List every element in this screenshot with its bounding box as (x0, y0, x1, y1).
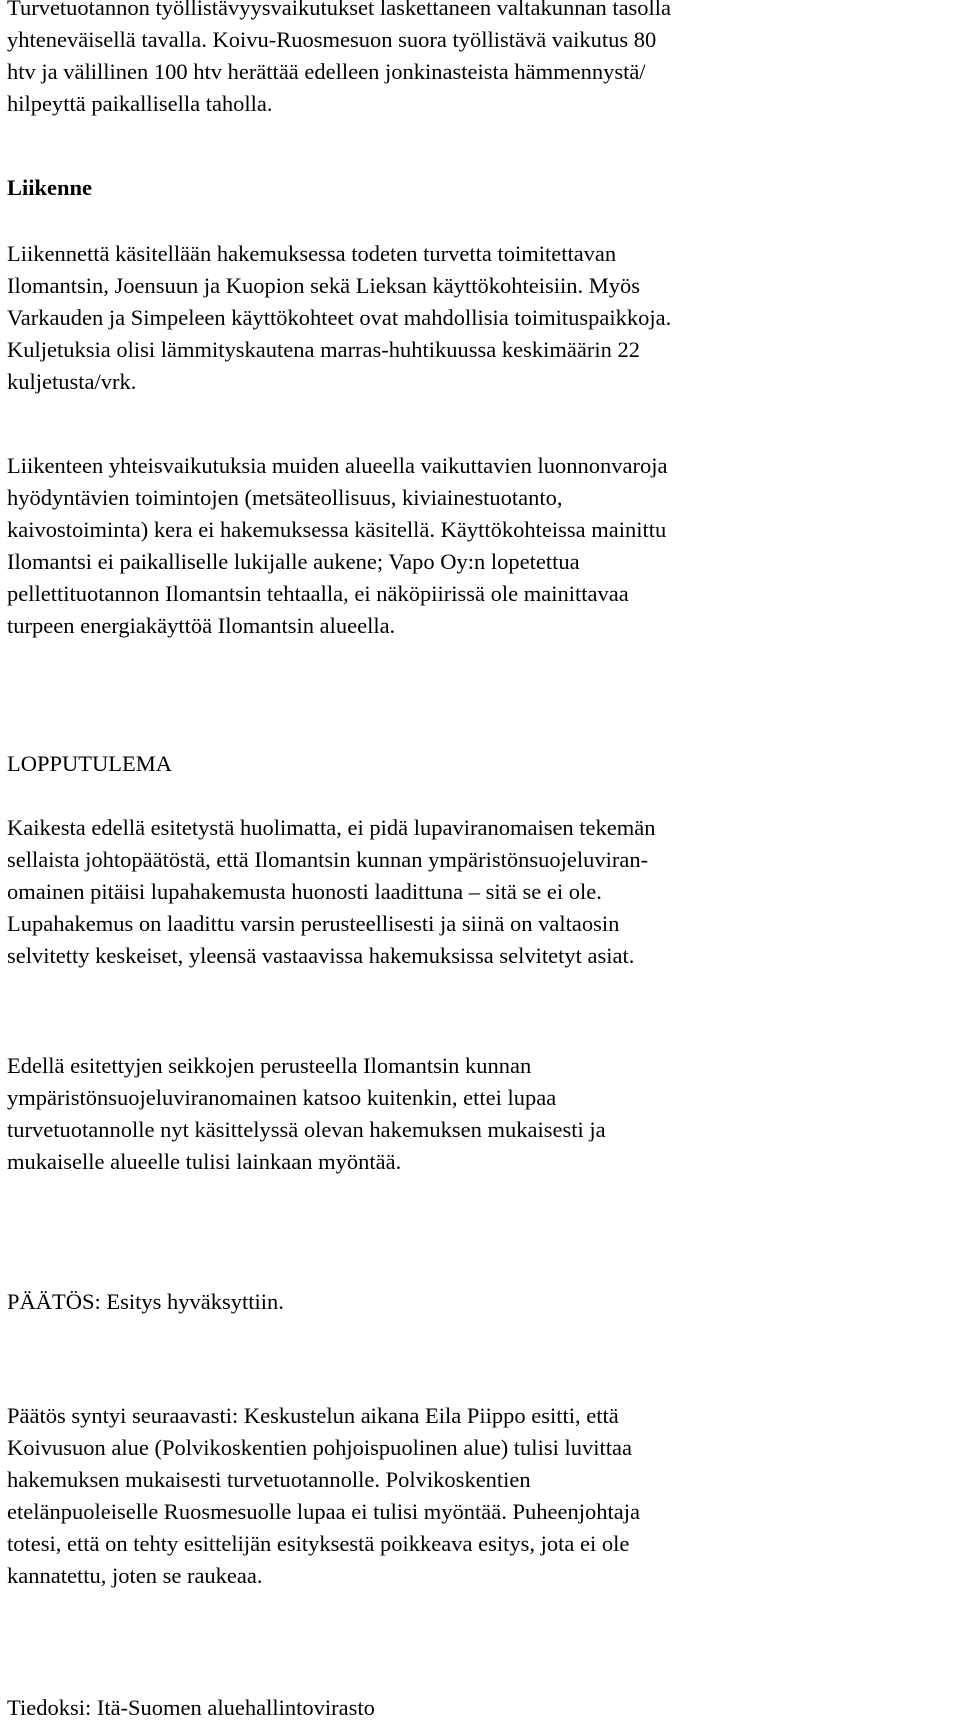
text-line: turpeen energiakäyttöä Ilomantsin alueella. (7, 613, 396, 638)
text-line: kannatettu, joten se raukeaa. (7, 1563, 263, 1588)
traffic-paragraph-2 (7, 450, 957, 642)
text-line: Päätös syntyi seuraavasti: Keskustelun aikana Eila Piippo esitti, että (7, 1403, 619, 1428)
text-line: hakemuksen mukaisesti turvetuotannolle. Polvikoskentien (7, 1467, 531, 1492)
traffic-heading: Liikenne (7, 175, 93, 200)
text-line: Turvetuotannon työllistävyysvaikutukset laskettaneen valtakunnan tasolla (7, 0, 672, 20)
text-line: Kuljetuksia olisi lämmityskautena marras-huhtikuussa keskimäärin 22 (7, 337, 640, 362)
text-line: Koivusuon alue (Polvikoskentien pohjoispuolinen alue) tulisi luvittaa (7, 1435, 632, 1460)
text-line: Kaikesta edellä esitetystä huolimatta, ei pidä lupaviranomaisen tekemän (7, 815, 656, 840)
text-line: Ilomantsin, Joensuun ja Kuopion sekä Lieksan käyttökohteisiin. Myös (7, 273, 641, 298)
text-line: Varkauden ja Simpeleen käyttökohteet ovat mahdollisia toimituspaikkoja. (7, 305, 672, 330)
text-line: kaivostoiminta) kera ei hakemuksessa käsitellä. Käyttökohteissa mainittu (7, 517, 667, 542)
text-line: totesi, että on tehty esittelijän esityksestä poikkeava esitys, jota ei ole (7, 1531, 630, 1556)
traffic-paragraph-1 (7, 238, 957, 398)
text-line: selvitetty keskeiset, yleensä vastaavissa hakemuksissa selvitetyt asiat. (7, 943, 635, 968)
text-line: pellettituotannon Ilomantsin tehtaalla, ei näköpiirissä ole mainittavaa (7, 581, 629, 606)
conclusion-heading: LOPPUTULEMA (7, 751, 173, 776)
distribution-line: Tiedoksi: Itä-Suomen aluehallintovirasto (7, 1695, 375, 1720)
text-line: ympäristönsuojeluviranomainen katsoo kuitenkin, ettei lupaa (7, 1085, 557, 1110)
text-line: etelänpuoleiselle Ruosmesuolle lupaa ei tulisi myöntää. Puheenjohtaja (7, 1499, 640, 1524)
text-line: turvetuotannolle nyt käsittelyssä olevan hakemuksen mukaisesti ja (7, 1117, 606, 1142)
text-line: sellaista johtopäätöstä, että Ilomantsin kunnan ympäristönsuojeluviran- (7, 847, 649, 872)
text-line: htv ja välillinen 100 htv herättää edelleen jonkinasteista hämmennystä/ (7, 59, 646, 84)
text-line: Ilomantsi ei paikalliselle lukijalle aukene; Vapo Oy:n lopetettua (7, 549, 580, 574)
text-line: kuljetusta/vrk. (7, 369, 137, 394)
text-line: mukaiselle alueelle tulisi lainkaan myöntää. (7, 1149, 402, 1174)
text-line: yhteneväisellä tavalla. Koivu-Ruosmesuon suora työllistävä vaikutus 80 (7, 27, 657, 52)
text-line: Lupahakemus on laadittu varsin perusteellisesti ja siinä on valtaosin (7, 911, 620, 936)
text-line: hyödyntävien toimintojen (metsäteollisuus, kiviainestuotanto, (7, 485, 563, 510)
text-line: hilpeyttä paikallisella taholla. (7, 91, 273, 116)
decision-detail-paragraph (7, 1400, 957, 1592)
decision-line: PÄÄTÖS: Esitys hyväksyttiin. (7, 1289, 284, 1314)
text-line: Liikenteen yhteisvaikutuksia muiden alueella vaikuttavien luonnonvaroja (7, 453, 668, 478)
text-line: Liikennettä käsitellään hakemuksessa todeten turvetta toimitettavan (7, 241, 617, 266)
text-line: Edellä esitettyjen seikkojen perusteella Ilomantsin kunnan (7, 1053, 532, 1078)
text-line: omainen pitäisi lupahakemusta huonosti laadittuna – sitä se ei ole. (7, 879, 602, 904)
intro-paragraph (7, 0, 957, 120)
conclusion-paragraph-2 (7, 1050, 957, 1178)
conclusion-paragraph-1 (7, 812, 957, 972)
